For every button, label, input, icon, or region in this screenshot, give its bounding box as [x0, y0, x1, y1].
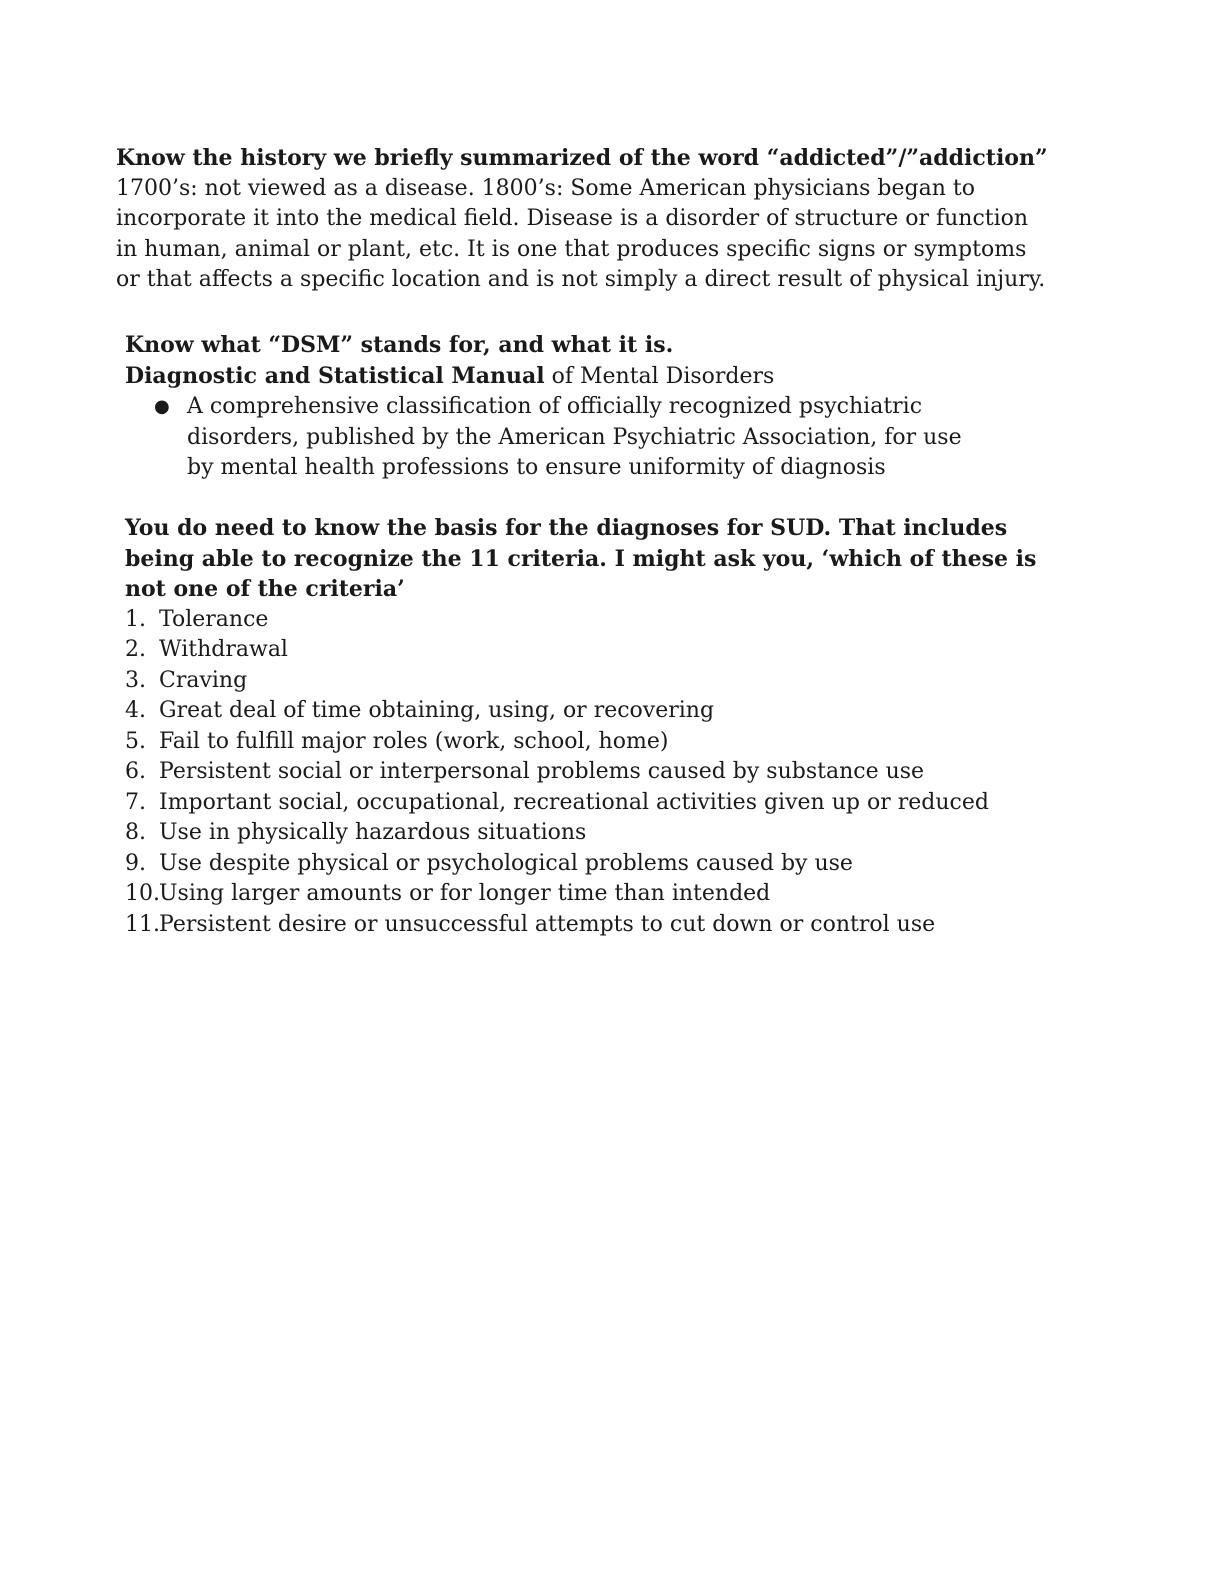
- item-number: 6.: [125, 759, 146, 784]
- item-text: Tolerance: [159, 606, 269, 632]
- list-item: [125, 818, 1055, 849]
- item-text: Withdrawal: [159, 637, 288, 662]
- item-number: 9.: [125, 850, 146, 876]
- list-item: [125, 696, 1055, 727]
- list-item: [125, 605, 1055, 636]
- item-text: Craving: [159, 667, 248, 693]
- list-item: [125, 635, 1055, 666]
- bullet-text: A comprehensive classification of officially recognized psychiatric disorders, published by the American Psychiatric Association, for use by mental health professions to ensure uniformity of diagnosis: [187, 394, 962, 480]
- dsm-section: [125, 330, 1045, 484]
- item-number: 2.: [125, 637, 146, 662]
- history-section: [116, 143, 1056, 296]
- sud-section: [125, 513, 1055, 940]
- list-item: [125, 392, 987, 484]
- item-number: 7.: [125, 789, 146, 815]
- list-item: [125, 666, 1055, 697]
- item-text: Use despite physical or psychological problems caused by use: [159, 850, 853, 876]
- item-text: Persistent desire or unsuccessful attempts to cut down or control use: [159, 911, 936, 937]
- item-text: Persistent social or interpersonal problems caused by substance use: [159, 759, 925, 784]
- item-text: Using larger amounts or for longer time than intended: [159, 881, 771, 906]
- item-number: 10.: [125, 881, 160, 906]
- list-item: [125, 879, 1055, 910]
- item-number: 1.: [125, 606, 146, 632]
- dsm-full-name-rest: of Mental Disorders: [544, 363, 775, 389]
- item-number: 3.: [125, 667, 146, 693]
- dsm-full-name-bold: Diagnostic and Statistical Manual: [125, 362, 545, 389]
- history-heading: Know the history we briefly summarized of the word “addicted”/”addiction”: [116, 145, 1048, 171]
- list-item: [125, 757, 1055, 788]
- item-number: 8.: [125, 820, 146, 845]
- sud-heading: You do need to know the basis for the diagnoses for SUD. That includes being able to recognize the 11 criteria. I might ask you, ‘which of these is not one of the criteria’: [125, 515, 1037, 602]
- item-number: 11.: [125, 911, 160, 937]
- criteria-list: [125, 605, 1055, 941]
- list-item: [125, 788, 1055, 819]
- list-item: [125, 849, 1055, 880]
- item-text: Use in physically hazardous situations: [159, 820, 587, 845]
- item-number: 5.: [125, 728, 146, 754]
- dsm-bullet-list: [125, 392, 1045, 484]
- item-text: Fail to fulfill major roles (work, school, home): [159, 728, 669, 754]
- item-text: Important social, occupational, recreational activities given up or reduced: [159, 789, 989, 815]
- dsm-full-name: [125, 361, 1045, 393]
- item-number: 4.: [125, 698, 146, 723]
- list-item: [125, 727, 1055, 758]
- dsm-heading: Know what “DSM” stands for, and what it is.: [125, 332, 674, 358]
- list-item: [125, 910, 1055, 941]
- bullet-icon: ●: [154, 396, 170, 417]
- history-body: 1700’s: not viewed as a disease. 1800’s: Some American physicians began to incorporate it into the medical field. Disease is a disorder of structure or function in human, animal or plant, etc. It is one that produces specific signs or symptoms or that affects a specific location and is not simply a direct result of physical injury.: [116, 175, 1046, 292]
- item-text: Great deal of time obtaining, using, or recovering: [159, 698, 715, 723]
